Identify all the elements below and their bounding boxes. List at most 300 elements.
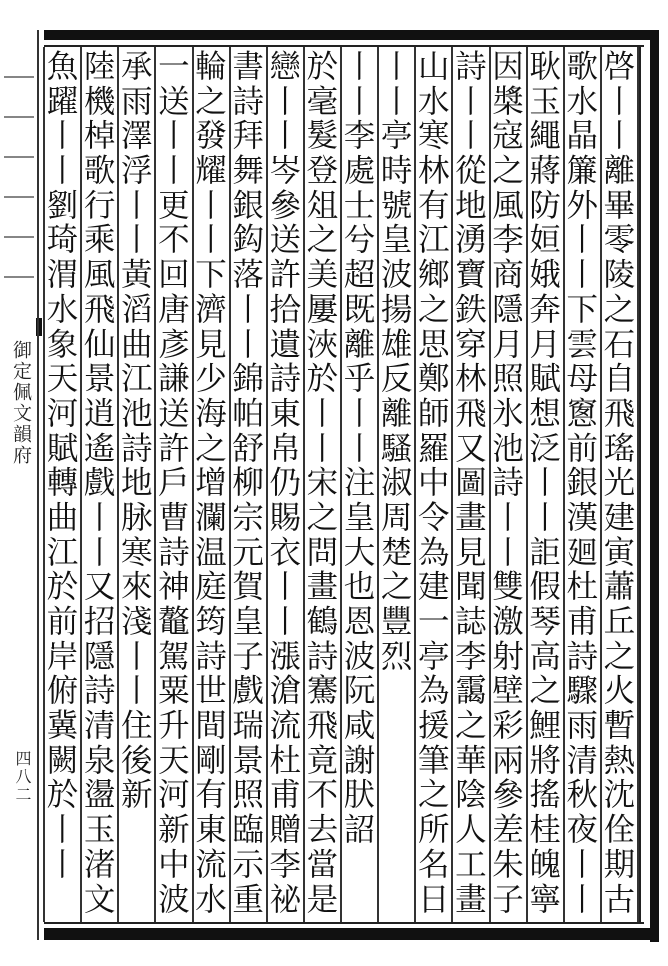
glyph: 豐 — [380, 604, 413, 640]
glyph: 注 — [343, 465, 376, 502]
glyph: 工 — [455, 846, 487, 883]
glyph: 曹 — [158, 499, 190, 536]
glyph: 令 — [418, 499, 450, 536]
glyph: 賀 — [232, 569, 264, 606]
glyph: 人 — [455, 812, 487, 849]
glyph: 雲 — [566, 326, 599, 363]
glyph: 東 — [269, 395, 302, 432]
glyph: 蔣 — [529, 153, 561, 190]
glyph: 發 — [195, 118, 227, 155]
inner-border-top — [44, 45, 644, 47]
glyph: 詎 — [529, 534, 561, 571]
glyph: 歌 — [83, 153, 116, 190]
glyph: 宗 — [232, 499, 264, 536]
glyph: 躍 — [46, 83, 79, 120]
glyph: 士 — [343, 187, 376, 224]
glyph: 象 — [46, 326, 79, 363]
glyph: 超 — [343, 257, 376, 294]
glyph: 恩 — [343, 604, 376, 640]
glyph: 母 — [566, 361, 599, 398]
glyph: 問 — [306, 534, 339, 571]
glyph: 温 — [195, 534, 227, 571]
glyph: 渚 — [83, 846, 116, 883]
glyph: 反 — [380, 361, 413, 398]
glyph: 丨 — [380, 83, 413, 120]
glyph: 岑 — [269, 153, 302, 190]
glyph: 楚 — [380, 534, 413, 571]
glyph: 登 — [306, 153, 339, 190]
glyph: 子 — [232, 638, 264, 675]
glyph: 贈 — [269, 812, 302, 849]
glyph: 波 — [380, 257, 413, 294]
glyph: 玉 — [83, 812, 116, 849]
glyph: 歌 — [566, 50, 599, 85]
glyph: 陸 — [83, 50, 116, 85]
glyph: 賦 — [46, 430, 79, 467]
glyph: 流 — [195, 846, 227, 883]
glyph: 建 — [418, 569, 450, 606]
glyph: 丘 — [603, 604, 636, 640]
glyph: 丨 — [232, 291, 264, 328]
glyph: 拜 — [232, 118, 264, 155]
glyph: 戲 — [83, 465, 116, 502]
glyph: 詩 — [121, 430, 153, 467]
glyph: 咸 — [343, 708, 376, 745]
glyph: 騫 — [306, 673, 339, 710]
glyph: 又 — [455, 430, 487, 467]
glyph: 世 — [195, 673, 227, 710]
glyph: 庭 — [195, 569, 227, 606]
glyph: 之 — [306, 222, 339, 259]
glyph: 湧 — [455, 222, 487, 259]
glyph: 滔 — [121, 291, 153, 328]
glyph: 鉄 — [455, 291, 487, 328]
glyph: 劉 — [46, 187, 79, 224]
glyph: 離 — [343, 326, 376, 363]
glyph: 天 — [158, 742, 190, 779]
glyph: 離 — [380, 395, 413, 432]
glyph: 丨 — [529, 499, 561, 536]
glyph: 山 — [418, 50, 450, 85]
glyph: 遺 — [269, 326, 302, 363]
glyph: 詩 — [195, 638, 227, 675]
glyph: 丨 — [603, 118, 636, 155]
glyph: 丨 — [529, 465, 561, 502]
glyph: 剛 — [195, 742, 227, 779]
glyph: 濟 — [195, 291, 227, 328]
glyph: 飛 — [306, 708, 339, 745]
glyph: 送 — [269, 222, 302, 259]
glyph: 繩 — [529, 118, 561, 155]
glyph: 朱 — [492, 846, 524, 883]
glyph: 兮 — [343, 222, 376, 259]
glyph: 波 — [158, 881, 190, 918]
glyph: 拾 — [269, 291, 302, 328]
glyph: 日 — [418, 881, 450, 918]
glyph: 仙 — [83, 326, 116, 363]
glyph: 更 — [158, 187, 190, 224]
glyph: 建 — [603, 499, 636, 536]
glyph: 之 — [455, 708, 487, 745]
glyph: 照 — [232, 777, 264, 814]
glyph: 於 — [46, 569, 79, 606]
glyph: 阮 — [343, 673, 376, 710]
glyph: 江 — [46, 534, 79, 571]
glyph: 柳 — [232, 465, 264, 502]
glyph: 聞 — [455, 569, 487, 606]
glyph: 詩 — [232, 83, 264, 120]
glyph: 闕 — [46, 742, 79, 779]
glyph: 景 — [232, 742, 264, 779]
margin-strip — [0, 30, 40, 940]
glyph: 丨 — [343, 430, 376, 467]
glyph: 毫 — [306, 83, 339, 120]
glyph: 海 — [195, 395, 227, 432]
glyph: 之 — [529, 673, 561, 710]
glyph: 射 — [492, 638, 524, 675]
glyph: 丨 — [306, 430, 339, 467]
glyph: 天 — [46, 361, 79, 398]
glyph: 琴 — [529, 604, 561, 640]
glyph: 曲 — [46, 499, 79, 536]
glyph: 寧 — [529, 881, 561, 918]
glyph: 周 — [380, 499, 413, 536]
glyph: 東 — [195, 812, 227, 849]
glyph: 皇 — [232, 604, 264, 640]
glyph: 將 — [529, 742, 561, 779]
glyph: 水 — [566, 83, 599, 120]
glyph: 神 — [158, 569, 190, 606]
glyph: 丨 — [566, 881, 599, 918]
glyph: 示 — [232, 846, 264, 883]
glyph: 有 — [195, 777, 227, 814]
glyph: 高 — [529, 638, 561, 675]
glyph: 不 — [158, 222, 190, 259]
glyph: 古 — [603, 881, 636, 918]
glyph: 從 — [455, 153, 487, 190]
glyph: 中 — [158, 846, 190, 883]
glyph: 丨 — [83, 534, 116, 571]
glyph: 又 — [83, 569, 116, 606]
glyph: 來 — [121, 569, 153, 606]
margin-tick-marks — [4, 50, 34, 280]
glyph: 照 — [492, 361, 524, 398]
glyph: 謝 — [343, 742, 376, 779]
glyph: 丨 — [46, 118, 79, 155]
glyph: 耿 — [529, 50, 561, 85]
glyph: 新 — [158, 812, 190, 849]
glyph: 澤 — [121, 118, 153, 155]
glyph: 泉 — [83, 742, 116, 779]
glyph: 也 — [343, 569, 376, 606]
glyph: 桂 — [529, 812, 561, 849]
glyph: 參 — [492, 777, 524, 814]
glyph: 期 — [603, 846, 636, 883]
glyph: 許 — [269, 257, 302, 294]
glyph: 處 — [343, 153, 376, 190]
glyph: 零 — [603, 222, 636, 259]
glyph: 滄 — [269, 673, 302, 710]
glyph: 髮 — [306, 118, 339, 155]
glyph: 因 — [492, 50, 524, 85]
glyph: 外 — [566, 187, 599, 224]
glyph: 升 — [158, 708, 190, 745]
glyph: 丨 — [46, 812, 79, 849]
glyph: 為 — [418, 534, 450, 571]
glyph: 李 — [455, 638, 487, 675]
glyph: 冀 — [46, 708, 79, 745]
glyph: 鯉 — [529, 708, 561, 745]
glyph: 間 — [195, 708, 227, 745]
glyph: 李 — [269, 846, 302, 883]
glyph: 丨 — [455, 83, 487, 120]
glyph: 假 — [529, 569, 561, 606]
glyph: 下 — [566, 291, 599, 328]
glyph: 光 — [603, 465, 636, 502]
glyph: 丨 — [232, 326, 264, 363]
glyph: 瑞 — [232, 708, 264, 745]
glyph: 月 — [492, 326, 524, 363]
glyph: 穿 — [455, 326, 487, 363]
glyph: 書 — [232, 50, 264, 85]
glyph: 丨 — [195, 187, 227, 224]
glyph: 援 — [418, 708, 450, 745]
glyph: 晶 — [566, 118, 599, 155]
glyph: 轉 — [46, 465, 79, 502]
glyph: 名 — [418, 846, 450, 883]
glyph: 俯 — [46, 673, 79, 710]
glyph: 舞 — [232, 153, 264, 190]
glyph: 寒 — [418, 118, 450, 155]
glyph: 戶 — [158, 465, 190, 502]
glyph: 曲 — [121, 326, 153, 363]
glyph: 揚 — [380, 291, 413, 328]
glyph: 前 — [46, 604, 79, 640]
glyph: 是 — [306, 881, 339, 918]
glyph: 廻 — [566, 534, 599, 571]
glyph: 戲 — [232, 673, 264, 710]
glyph: 河 — [46, 395, 79, 432]
glyph: 丨 — [492, 534, 524, 571]
inner-border-bottom — [44, 922, 644, 924]
glyph: 之 — [603, 638, 636, 675]
glyph: 乎 — [343, 361, 376, 398]
glyph: 暫 — [603, 708, 636, 745]
glyph: 彩 — [492, 708, 524, 745]
glyph: 琦 — [46, 222, 79, 259]
glyph: 之 — [418, 291, 450, 328]
glyph: 之 — [195, 430, 227, 467]
glyph: 岸 — [46, 638, 79, 675]
glyph: 林 — [418, 153, 450, 190]
glyph: 鈎 — [232, 222, 264, 259]
glyph: 文 — [83, 881, 116, 918]
glyph: 窻 — [566, 395, 599, 432]
glyph: 詩 — [269, 361, 302, 398]
glyph: 鄉 — [418, 257, 450, 294]
glyph: 詩 — [566, 638, 599, 675]
glyph: 詔 — [343, 812, 376, 849]
glyph: 寒 — [121, 534, 153, 571]
glyph: 江 — [121, 361, 153, 398]
glyph: 畫 — [306, 569, 339, 606]
glyph: 時 — [380, 153, 413, 190]
glyph: 輪 — [195, 50, 227, 85]
glyph: 丨 — [121, 638, 153, 675]
glyph: 鶴 — [306, 604, 339, 640]
glyph: 簾 — [566, 153, 599, 190]
glyph: 漢 — [566, 499, 599, 536]
glyph: 重 — [232, 881, 264, 918]
glyph: 河 — [158, 777, 190, 814]
glyph: 清 — [83, 708, 116, 745]
glyph: 飛 — [83, 291, 116, 328]
glyph: 於 — [306, 50, 339, 85]
glyph: 脉 — [121, 499, 153, 536]
glyph: 遙 — [83, 430, 116, 467]
glyph: 唐 — [158, 291, 190, 328]
glyph: 丨 — [83, 499, 116, 536]
glyph: 鄭 — [418, 361, 450, 398]
glyph: 謙 — [158, 361, 190, 398]
glyph: 於 — [306, 361, 339, 398]
glyph: 後 — [121, 742, 153, 779]
glyph: 羅 — [418, 430, 450, 467]
glyph: 秋 — [566, 777, 599, 814]
glyph: 鼇 — [158, 604, 190, 640]
glyph: 風 — [83, 257, 116, 294]
glyph: 想 — [529, 395, 561, 432]
glyph: 丨 — [566, 257, 599, 294]
glyph: 雨 — [566, 708, 599, 745]
glyph: 賜 — [269, 499, 302, 536]
glyph: 子 — [492, 881, 524, 918]
glyph: 參 — [269, 187, 302, 224]
glyph: 增 — [195, 465, 227, 502]
glyph: 臨 — [232, 812, 264, 849]
glyph: 飛 — [455, 395, 487, 432]
glyph: 去 — [306, 812, 339, 849]
glyph: 防 — [529, 187, 561, 224]
glyph: 淑 — [380, 465, 413, 502]
glyph: 賦 — [529, 361, 561, 398]
glyph: 商 — [492, 257, 524, 294]
glyph: 乘 — [83, 222, 116, 259]
glyph: 耀 — [195, 153, 227, 190]
glyph: 丨 — [195, 222, 227, 259]
glyph: 筠 — [195, 604, 227, 640]
glyph: 行 — [83, 187, 116, 224]
glyph: 寅 — [603, 534, 636, 571]
glyph: 詩 — [492, 465, 524, 502]
glyph: 送 — [158, 395, 190, 432]
glyph: 林 — [455, 361, 487, 398]
glyph: 之 — [603, 291, 636, 328]
glyph: 為 — [418, 673, 450, 710]
glyph: 寇 — [492, 118, 524, 155]
glyph: 思 — [418, 326, 450, 363]
glyph: 之 — [380, 569, 413, 606]
glyph: 之 — [492, 153, 524, 190]
glyph: 粟 — [158, 673, 190, 710]
glyph: 浹 — [306, 326, 339, 363]
glyph: 亭 — [418, 638, 450, 675]
glyph: 下 — [195, 257, 227, 294]
glyph: 沈 — [603, 777, 636, 814]
glyph: 漲 — [269, 638, 302, 675]
glyph: 地 — [121, 465, 153, 502]
glyph: 住 — [121, 708, 153, 745]
glyph: 肰 — [343, 777, 376, 814]
glyph: 魄 — [529, 846, 561, 883]
glyph: 皇 — [343, 499, 376, 536]
glyph: 杜 — [269, 742, 302, 779]
glyph: 棹 — [83, 118, 116, 155]
glyph: 所 — [418, 812, 450, 849]
glyph: 筆 — [418, 742, 450, 779]
glyph: 隱 — [83, 638, 116, 675]
glyph: 許 — [158, 430, 190, 467]
glyph: 浮 — [121, 153, 153, 190]
glyph: 銀 — [232, 187, 264, 224]
glyph: 師 — [418, 395, 450, 432]
text-column — [39, 50, 87, 920]
glyph: 雙 — [492, 569, 524, 606]
glyph: 衣 — [269, 534, 302, 571]
glyph: 激 — [492, 604, 524, 640]
glyph: 自 — [603, 361, 636, 398]
glyph: 江 — [418, 222, 450, 259]
glyph: 戀 — [269, 50, 302, 85]
glyph: 水 — [418, 83, 450, 120]
glyph: 丨 — [158, 118, 190, 155]
glyph: 丨 — [46, 153, 79, 190]
glyph: 水 — [195, 881, 227, 918]
glyph: 兩 — [492, 742, 524, 779]
glyph: 娥 — [529, 257, 561, 294]
glyph: 李 — [343, 118, 376, 155]
glyph: 落 — [232, 257, 264, 294]
glyph: 錦 — [232, 361, 264, 398]
glyph: 駕 — [158, 638, 190, 675]
glyph: 畫 — [455, 881, 487, 918]
glyph: 蕭 — [603, 569, 636, 606]
glyph: 姮 — [529, 222, 561, 259]
glyph: 丨 — [46, 846, 79, 883]
glyph: 月 — [529, 326, 561, 363]
glyph: 杜 — [566, 569, 599, 606]
glyph: 火 — [603, 673, 636, 710]
glyph: 丨 — [455, 118, 487, 155]
glyph: 少 — [195, 361, 227, 398]
glyph: 渭 — [46, 257, 79, 294]
glyph: 清 — [566, 742, 599, 779]
glyph: 差 — [492, 812, 524, 849]
glyph: 詩 — [306, 638, 339, 675]
glyph: 丨 — [492, 499, 524, 536]
glyph: 當 — [306, 846, 339, 883]
glyph: 不 — [306, 777, 339, 814]
glyph: 景 — [83, 361, 116, 398]
glyph: 靄 — [455, 673, 487, 710]
glyph: 逍 — [83, 395, 116, 432]
glyph: 丨 — [121, 187, 153, 224]
glyph: 誌 — [455, 604, 487, 640]
glyph: 烈 — [380, 638, 413, 675]
glyph: 丨 — [566, 222, 599, 259]
glyph: 雨 — [121, 83, 153, 120]
glyph: 亭 — [380, 118, 413, 155]
